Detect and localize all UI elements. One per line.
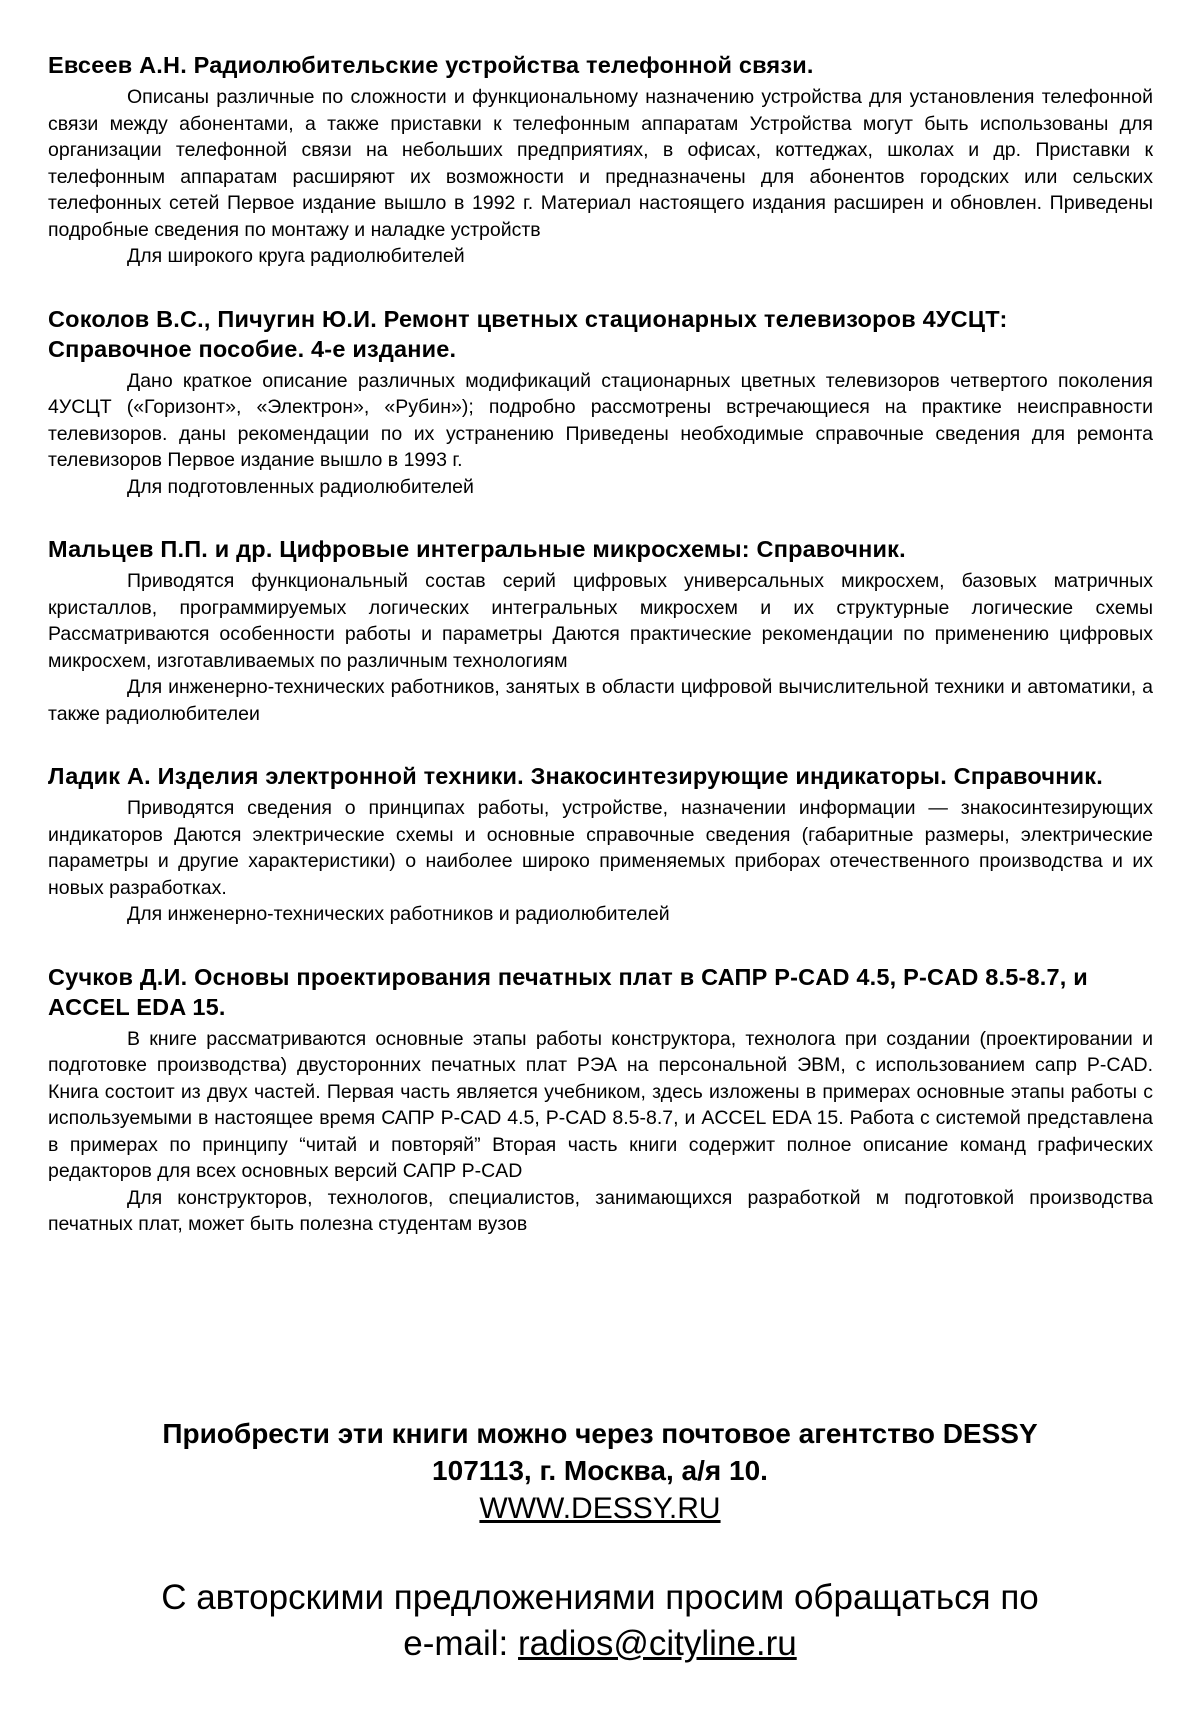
email-line [0, 1621, 1200, 1667]
order-line: Приобрести эти книги можно через почтовое агентство DESSY [162, 1418, 1038, 1449]
book-entry-suchkov [48, 962, 1153, 1238]
author-contact [0, 1575, 1200, 1667]
email-label: e-mail: [403, 1624, 509, 1663]
book-description: Описаны различные по сложности и функциональному назначению устройства для установления телефонной связи между абонентами, а также приставки к телефонным аппаратам Устройства могут быть использованы для организации телефонной связи на небольших предприятиях, в офисах, коттеджах, школах и др. Приставки к телефонным аппаратам расширяют их возможности и предназначены для абонентов городских или сельских телефонных сетей Первое издание вышло в 1992 г. Материал настоящего издания расширен и обновлен. Приведены подробные сведения по монтажу и наладке устройств [48, 86, 1153, 241]
book-entry-ladik [48, 761, 1153, 928]
order-info [0, 1415, 1200, 1529]
book-author: Соколов В.С., [48, 305, 211, 332]
book-catalog [48, 50, 1153, 1272]
book-description: Приводятся сведения о принципах работы, устройстве, назначении информации — знакосинтезирующих индикаторов Даются электрические схемы и основные справочные сведения (габаритные размеры, электрические параметры и другие характеристики) о наиболее широко применяемых приборах отечественного производства и их новых разработках. [48, 797, 1153, 899]
book-title [48, 304, 1153, 364]
book-audience: Для инженерно-технических работников, занятых в области цифровой вычислительной техники и автоматики, а также радиолюбителеи [48, 676, 1153, 725]
book-title: Евсеев А.Н. Радиолюбительские устройства телефонной связи. [48, 52, 814, 78]
book-audience: Для инженерно-технических работников и радиолюбителей [127, 903, 670, 925]
book-title: Ладик А. Изделия электронной техники. Знакосинтезирующие индикаторы. Справочник. [48, 763, 1103, 789]
book-audience: Для конструкторов, технологов, специалистов, занимающихся разработкой м подготовкой производства печатных плат, может быть полезна студентам вузов [48, 1186, 1153, 1235]
book-description: Приводятся функциональный состав серий цифровых универсальных микросхем, базовых матричных кристаллов, программируемых логических интегральных микросхем и их структурные логические схемы Рассматриваются особенности работы и параметры Даются практические рекомендации по применению цифровых микросхем, изготавливаемых по различным технологиям [48, 570, 1153, 672]
book-entry-evseev [48, 50, 1153, 270]
book-title: Мальцев П.П. и др. Цифровые интегральные микросхемы: Справочник. [48, 536, 906, 562]
book-entry-maltsev [48, 534, 1153, 727]
book-description: Дано краткое описание различных модификаций стационарных цветных телевизоров четвертого поколения 4УСЦТ («Горизонт», «Электрон», «Рубин»); подробно рассмотрены встречающиеся на практике неисправности телевизоров. даны рекомендации по их устранению Приведены необходимые справочные сведения для ремонта телевизоров Первое издание вышло в 1993 г. [48, 369, 1153, 471]
book-title: Сучков Д.И. Основы проектирования печатных плат в САПР P-CAD 4.5, P-CAD 8.5-8.7, и ACCEL EDA 15. [48, 963, 1088, 1020]
book-title-text: Пичугин Ю.И. Ремонт цветных стационарных телевизоров 4УСЦТ: Справочное пособие. 4-е издание. [48, 305, 1008, 362]
book-audience: Для подготовленных радиолюбителей [127, 475, 474, 498]
book-audience: Для широкого круга радиолюбителей [127, 245, 465, 267]
email-link[interactable]: radios@cityline.ru [518, 1624, 797, 1663]
postal-address: 107113, г. Москва, а/я 10. [432, 1455, 768, 1486]
website-link[interactable]: WWW.DESSY.RU [479, 1492, 721, 1525]
book-description: В книге рассматриваются основные этапы работы конструктора, технолога при создании (проектировании и подготовке производства) двусторонних печатных плат РЭА на персональной ЭВМ, с использованием сапр P-CAD. Книга состоит из двух частей. Первая часть является учебником, здесь изложены в примерах основные этапы работы с используемыми в настоящее время САПР P-CAD 4.5, P-CAD 8.5-8.7, и ACCEL EDA 15. Работа с системой представлена в примерах по принципу “читай и повторяй” Вторая часть книги содержит полное описание команд графических редакторов для всех основных версий САПР P-CAD [48, 1027, 1153, 1182]
contact-line: С авторскими предложениями просим обращаться по [161, 1578, 1039, 1617]
book-entry-sokolov [48, 304, 1153, 501]
